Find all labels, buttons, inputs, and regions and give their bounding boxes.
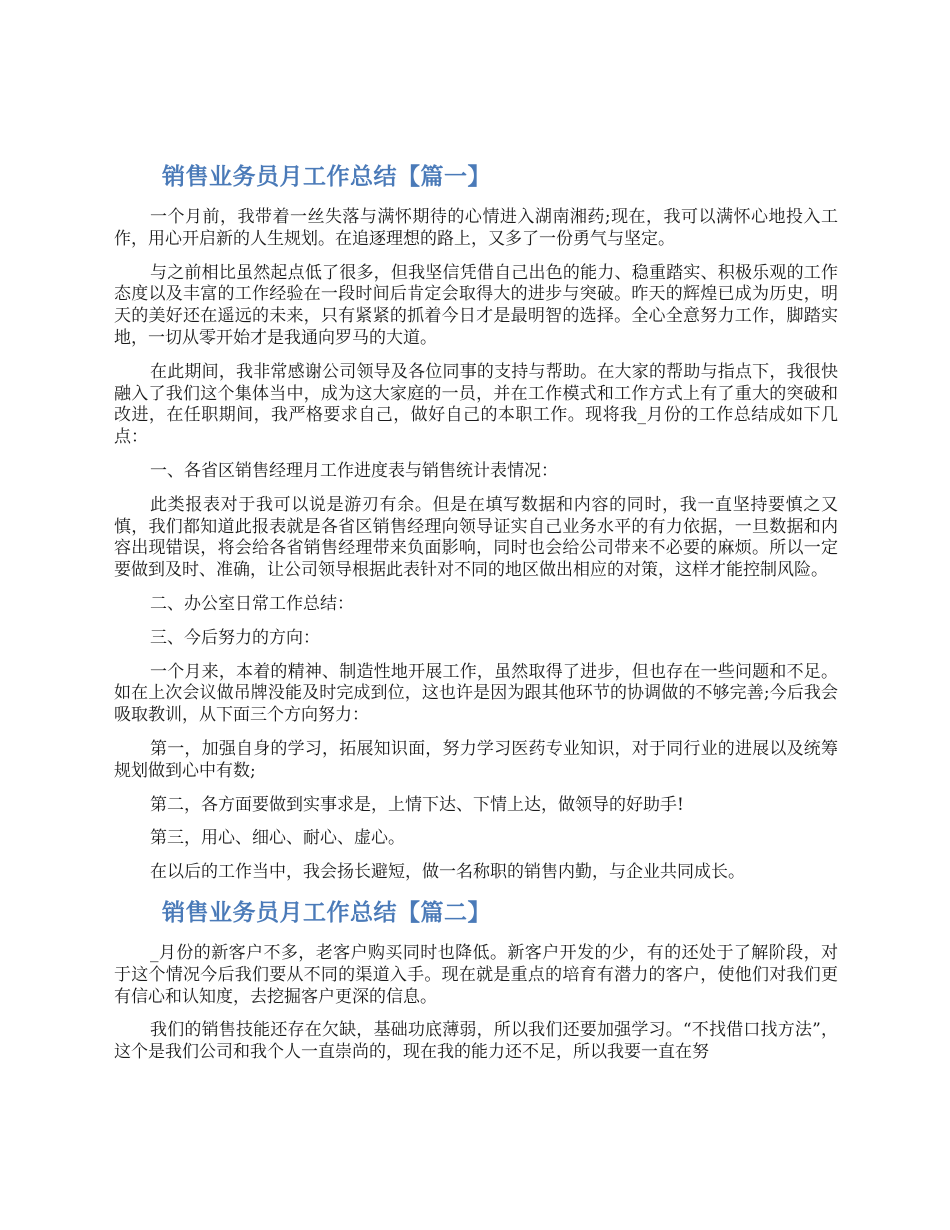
paragraph: 第一，加强自身的学习，拓展知识面，努力学习医药专业知识，对于同行业的进展以及统筹规划做到心中有数; (114, 738, 838, 781)
section-title-1: 销售业务员月工作总结【篇一】 (162, 164, 491, 190)
paragraph: 在此期间，我非常感谢公司领导及各位同事的支持与帮助。在大家的帮助与指点下，我很快融入了我们这个集体当中，成为这大家庭的一员，并在工作模式和工作方式上有了重大的突破和改进，在任职期间，我严格要求自己，做好自己的本职工作。现将我_月份的工作总结成如下几点： (114, 361, 838, 448)
paragraph: 此类报表对于我可以说是游刃有余。但是在填写数据和内容的同时，我一直坚持要慎之又慎，我们都知道此报表就是各省区销售经理向领导证实自己业务水平的有力依据，一旦数据和内容出现错误，将会给各省销售经理带来负面影响，同时也会给公司带来不必要的麻烦。所以一定要做到及时、准确，让公司领导根据此表针对不同的地区做出相应的对策，这样才能控制风险。 (114, 494, 838, 581)
paragraph: 二、办公室日常工作总结： (150, 593, 354, 614)
paragraph: 一个月来，本着的精神、制造性地开展工作，虽然取得了进步，但也存在一些问题和不足。如在上次会议做吊牌没能及时完成到位，这也许是因为跟其他环节的协调做的不够完善;今后我会吸取教训，从下面三个方向努力： (114, 661, 838, 726)
paragraph: 三、今后努力的方向： (150, 627, 320, 648)
paragraph: 第三，用心、细心、耐心、虚心。 (150, 828, 405, 849)
paragraph: 在以后的工作当中，我会扬长避短，做一名称职的销售内勤，与企业共同成长。 (150, 862, 745, 883)
paragraph: 一、各省区销售经理月工作进度表与销售统计表情况： (150, 460, 558, 481)
paragraph: _月份的新客户不多，老客户购买同时也降低。新客户开发的少，有的还处于了解阶段，对于这个情况今后我们要从不同的渠道入手。现在就是重点的培育有潜力的客户，使他们对我们更有信心和认知度，去挖掘客户更深的信息。 (114, 942, 838, 1007)
paragraph: 一个月前，我带着一丝失落与满怀期待的心情进入湖南湘药;现在，我可以满怀心地投入工作，用心开启新的人生规划。在追逐理想的路上，又多了一份勇气与坚定。 (114, 207, 838, 249)
paragraph: 第二，各方面要做到实事求是，上情下达、下情上达，做领导的好助手! (150, 794, 684, 815)
document-page (114, 160, 838, 1076)
section-title-2: 销售业务员月工作总结【篇二】 (162, 899, 491, 926)
paragraph: 与之前相比虽然起点低了很多，但我坚信凭借自己出色的能力、稳重踏实、积极乐观的工作态度以及丰富的工作经验在一段时间后肯定会取得大的进步与突破。昨天的辉煌已成为历史，明天的美好还在遥远的未来，只有紧紧的抓着今日才是最明智的选择。全心全意努力工作，脚踏实地，一切从零开始才是我通向罗马的大道。 (114, 262, 838, 348)
paragraph: 我们的销售技能还存在欠缺，基础功底薄弱，所以我们还要加强学习。“不找借口找方法”，这个是我们公司和我个人一直崇尚的，现在我的能力还不足，所以我要一直在努 (114, 1020, 838, 1063)
